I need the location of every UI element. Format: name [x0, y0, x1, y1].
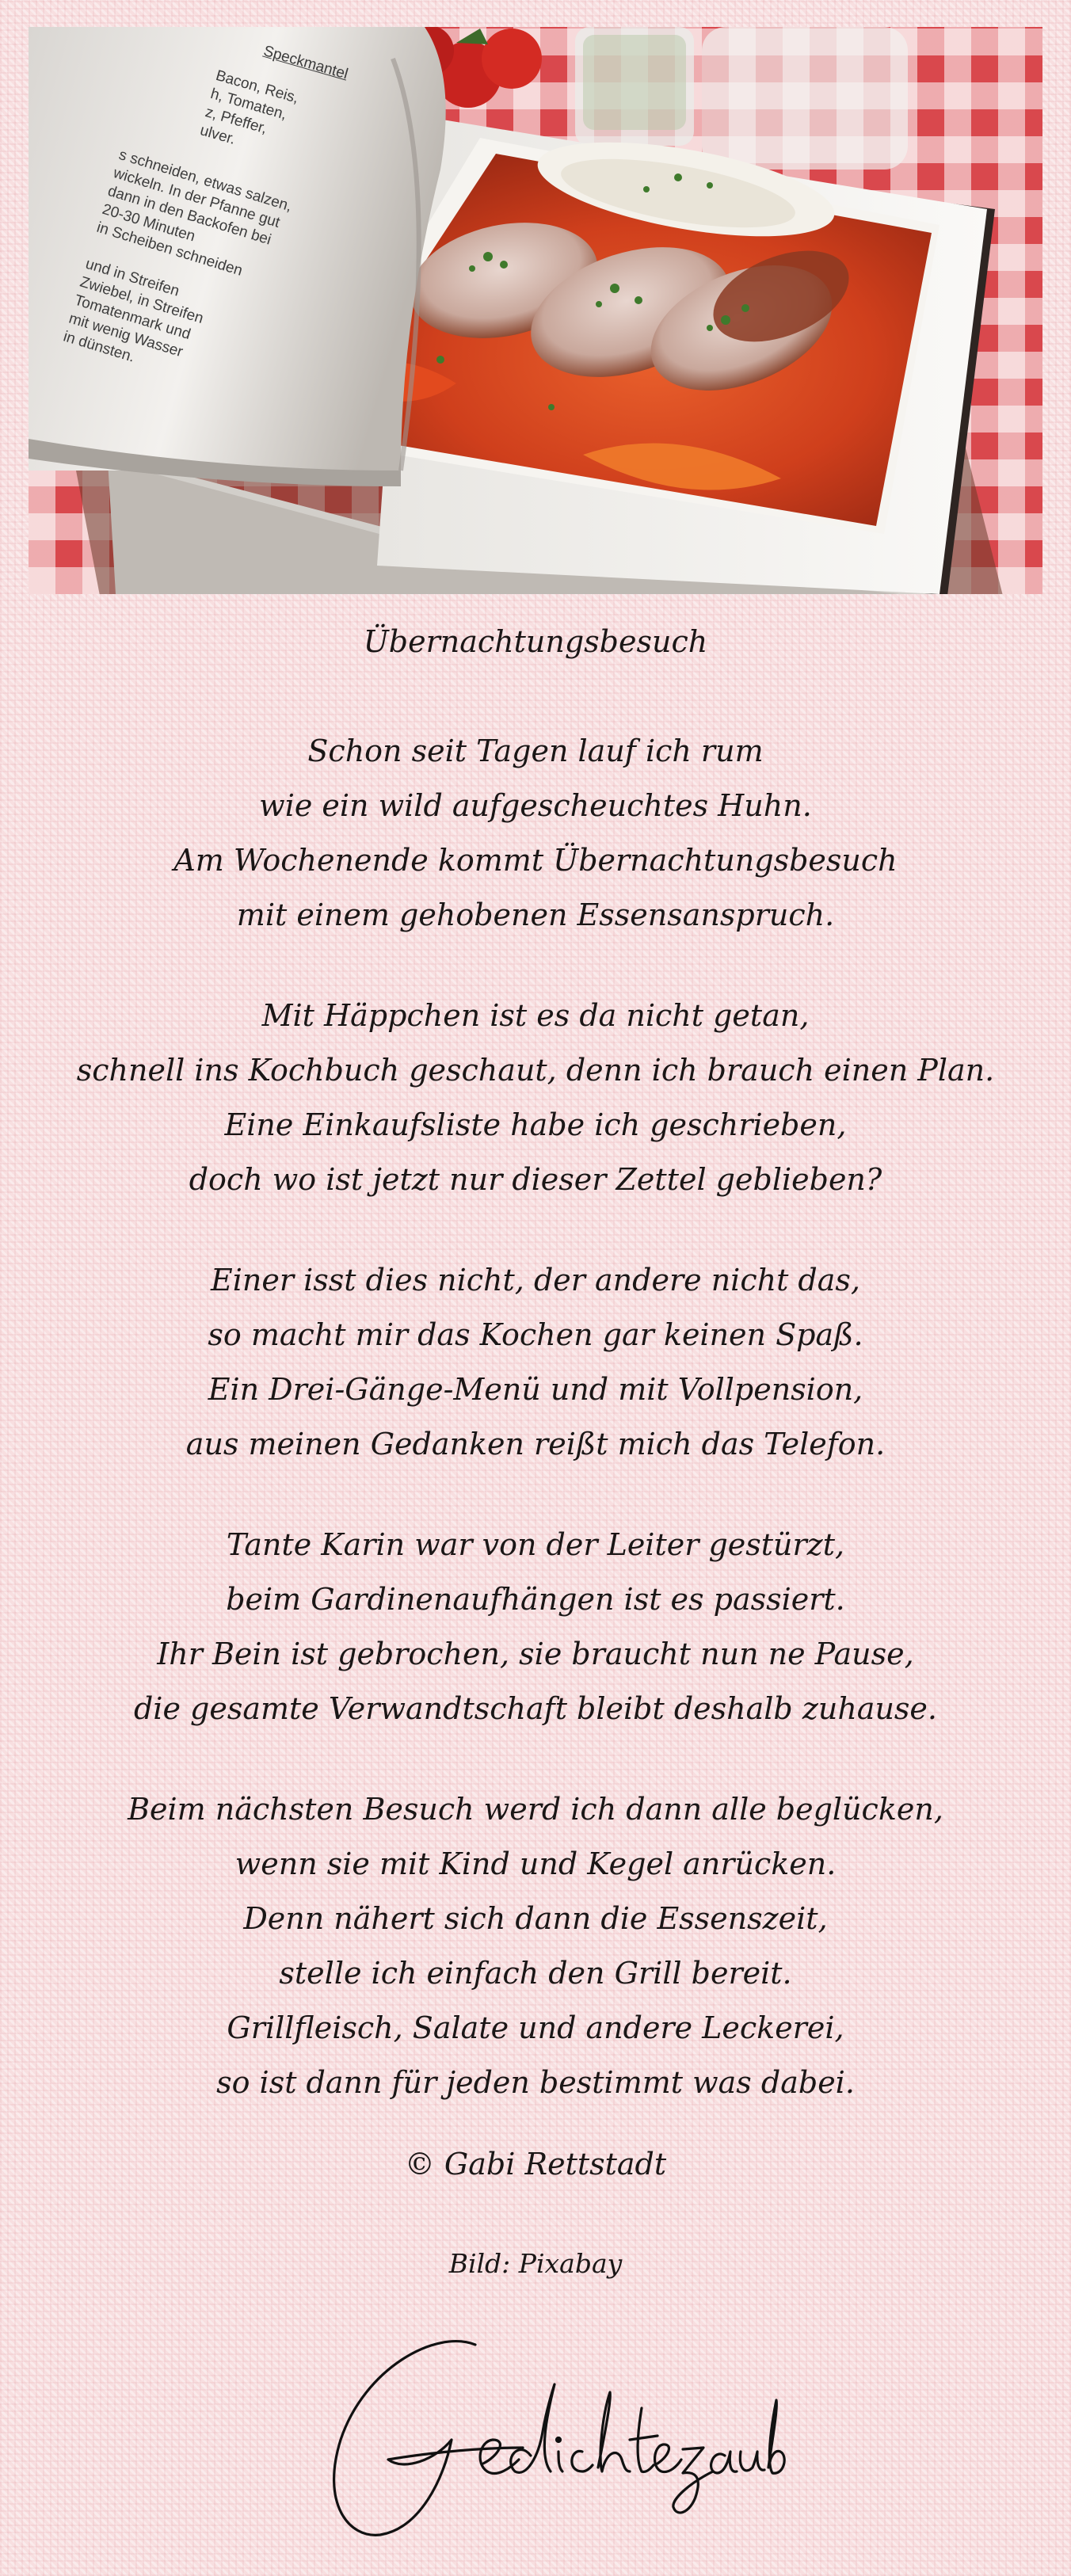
poem-line: Beim nächsten Besuch werd ich dann alle beglücken,: [128, 1792, 943, 1827]
recipe-instructions: s schneiden, etwas salzen, wickeln. In der Pfanne gut dann in den Backofen bei 20-30 Minuten in Scheiben schneiden und in Streifen Zwiebel, in Streifen Tomatenmark und mit wenig Wasser in dünsten.: [61, 146, 294, 366]
recipe-ingredients: Bacon, Reis, h, Tomaten, z, Pfeffer, ulver.: [198, 67, 301, 148]
poem-line: Ihr Bein ist gebrochen, sie braucht nun ne Pause,: [157, 1637, 914, 1671]
image-credit: Bild: Pixabay: [448, 2248, 623, 2279]
recipe-title: Speckmantel: [261, 43, 350, 83]
recipe-page-text: [29, 27, 425, 471]
poem: [0, 626, 1071, 2156]
poem-line: Schon seit Tagen lauf ich rum: [307, 734, 764, 768]
poem-line: aus meinen Gedanken reißt mich das Telefon.: [185, 1427, 886, 1461]
stanza: [0, 724, 1071, 943]
poem-line: wie ein wild aufgescheuchtes Huhn.: [259, 788, 812, 823]
poem-title: Übernachtungsbesuch: [363, 624, 708, 659]
poem-line: stelle ich einfach den Grill bereit.: [279, 1956, 792, 1991]
poem-line: schnell ins Kochbuch geschaut, denn ich brauch einen Plan.: [76, 1053, 995, 1088]
poem-line: so ist dann für jeden bestimmt was dabei.: [216, 2065, 855, 2100]
poem-line: doch wo ist jetzt nur dieser Zettel geblieben?: [189, 1162, 882, 1197]
cookbook-photo: [29, 27, 1042, 594]
poem-line: Eine Einkaufsliste habe ich geschrieben,: [224, 1107, 847, 1142]
stanza: [0, 1518, 1071, 1736]
signature-logo: [317, 2321, 792, 2551]
poem-line: Tante Karin war von der Leiter gestürzt,: [226, 1527, 845, 1562]
poem-line: so macht mir das Kochen gar keinen Spaß.: [208, 1317, 863, 1352]
stanza: [0, 1253, 1071, 1472]
poem-line: Grillfleisch, Salate und andere Leckerei,: [227, 2010, 844, 2045]
stanza: [0, 1782, 1071, 2110]
poem-line: Denn nähert sich dann die Essenszeit,: [243, 1901, 828, 1936]
poem-line: Am Wochenende kommt Übernachtungsbesuch: [173, 843, 898, 878]
poem-line: mit einem gehobenen Essensanspruch.: [236, 897, 835, 932]
stanza: [0, 989, 1071, 1207]
poem-line: die gesamte Verwandtschaft bleibt deshalb zuhause.: [133, 1691, 938, 1726]
poem-line: Ein Drei-Gänge-Menü und mit Vollpension,: [208, 1372, 863, 1407]
poem-line: Einer isst dies nicht, der andere nicht das,: [211, 1263, 860, 1298]
poem-line: beim Gardinenaufhängen ist es passiert.: [226, 1582, 845, 1617]
copyright-notice: © Gabi Rettstadt: [404, 2147, 667, 2182]
poem-line: wenn sie mit Kind und Kegel anrücken.: [234, 1846, 837, 1881]
poem-line: Mit Häppchen ist es da nicht getan,: [261, 998, 810, 1033]
